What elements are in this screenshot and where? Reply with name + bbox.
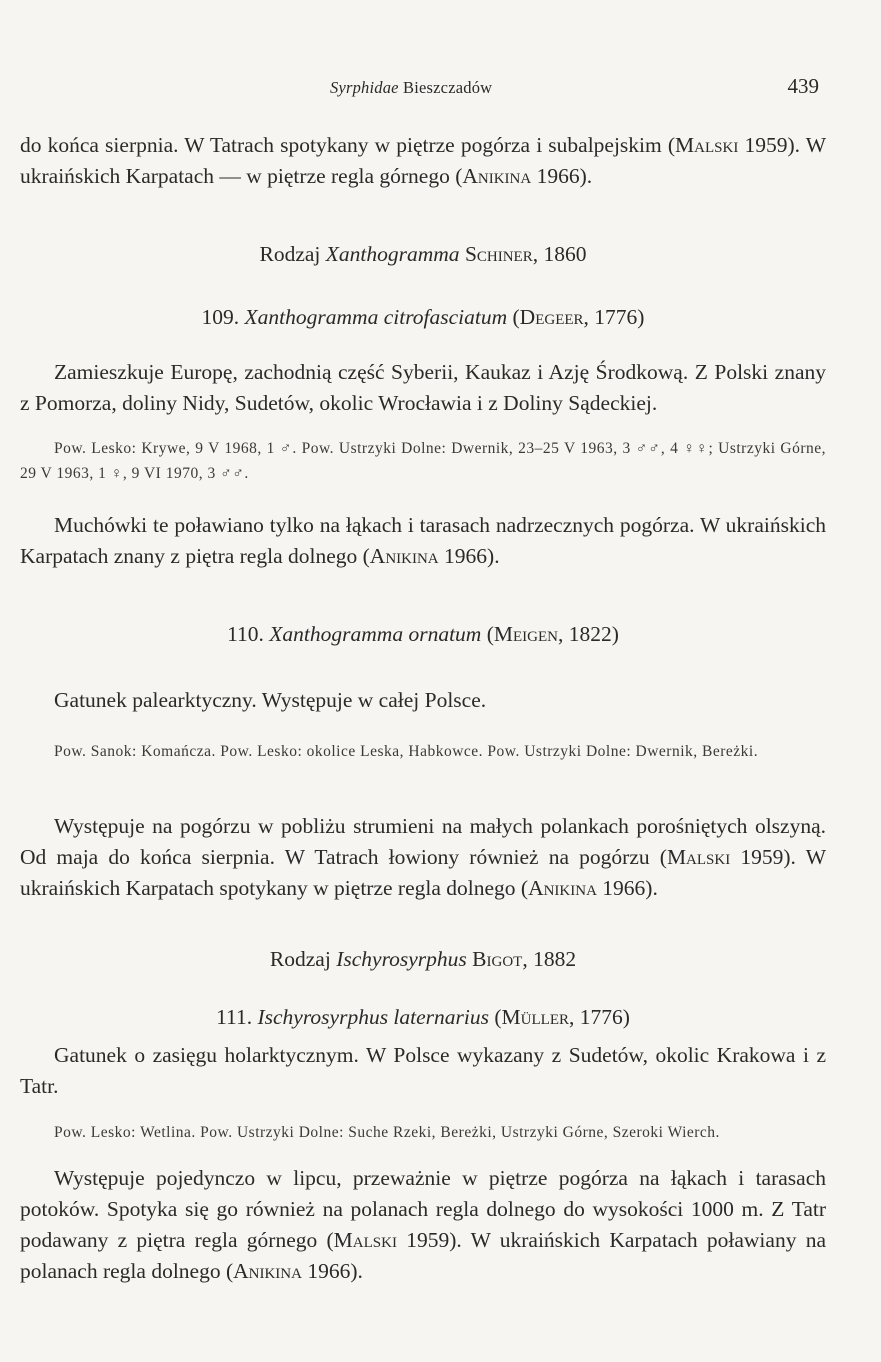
text-run: 1959). W ukraińskich Karpatach spotykany w piętrze regla dolnego ( [20,845,826,900]
species-name: Ischyrosyrphus laternarius [257,1005,489,1029]
genus-author: Bigot [472,947,523,971]
running-head [330,78,492,98]
running-head-region: Bieszczadów [398,78,493,97]
cited-author: Anikina [233,1259,302,1283]
cited-author: Malski [333,1228,397,1252]
species-number: 110. [227,622,270,646]
species-year: , 1822) [557,622,619,646]
species-author: Meigen [493,622,558,646]
distribution-paragraph-110: Gatunek palearktyczny. Występuje w całej Polsce. [54,688,487,712]
records-paragraph-110: Pow. Sanok: Komańcza. Pow. Lesko: okolice Leska, Habkowce. Pow. Ustrzyki Dolne: Dwernik, Bereżki. [54,743,759,760]
cited-author: Anikina [462,164,532,188]
species-name: Xanthogramma ornatum [269,622,482,646]
genus-name: Xanthogramma [325,242,460,266]
text-run: do końca sierpnia. W Tatrach spotykany w piętrze pogórza i subalpejskim ( [20,133,676,157]
paren: ( [489,1005,502,1029]
species-name: Xanthogramma citrofasciatum [244,305,508,329]
genus-heading-ischyrosyrphus [20,944,826,974]
paren: ( [507,305,520,329]
records-paragraph-109: Pow. Lesko: Krywe, 9 V 1968, 1 ♂. Pow. Ustrzyki Dolne: Dwernik, 23–25 V 1963, 3 ♂♂, 4 ♀♀; Ustrzyki Górne, 29 V 1963, 1 ♀, 9 VI 1970, 3 ♂♂. [20,440,826,482]
genus-year: , 1882 [522,947,577,971]
notes-paragraph-110 [20,811,826,904]
genus-year: , 1860 [532,242,587,266]
text-run: 1966). [596,876,658,900]
text-run: 1966). [438,544,500,568]
text-run: 1966). [301,1259,363,1283]
running-head-family: Syrphidae [330,78,399,97]
genus-prefix: Rodzaj [269,947,337,971]
text-run: 1959). W ukraińskich Karpatach poławiany na polanach regla dolnego ( [20,1228,826,1283]
text-run: 1966). [531,164,593,188]
text-run: 1959). W ukraińskich Karpatach — w piętrze regla górnego ( [20,133,826,188]
page-number: 439 [787,74,819,98]
species-heading-110 [20,619,826,649]
cited-author: Malski [666,845,731,869]
text-run: Występuje na pogórzu w pobliżu strumieni na małych polankach porośniętych olszyną. Od maja do końca sierpnia. W Tatrach łowiony również na pogórzu ( [20,814,826,869]
genus-prefix: Rodzaj [259,242,326,266]
paren: ( [481,622,494,646]
species-number: 111. [216,1005,258,1029]
distribution-paragraph-111: Gatunek o zasięgu holarktycznym. W Polsce wykazany z Sudetów, okolic Krakowa i z Tatr. [20,1043,826,1098]
text-run: Występuje pojedynczo w lipcu, przeważnie w piętrze pogórza na łąkach i tarasach potoków. Spotyka się go również na polanach regla dolnego do wysokości 1000 m. Z Tatr podawany z piętra regla górnego ( [20,1166,826,1252]
species-number: 109. [201,305,245,329]
species-author: Degeer [519,305,584,329]
intro-paragraph [20,130,826,192]
cited-author: Anikina [369,544,439,568]
cited-author: Anikina [528,876,597,900]
species-heading-111 [20,1002,826,1032]
text-run: Muchówki te poławiano tylko na łąkach i tarasach nadrzecznych pogórza. W ukraińskich Karpatach znany z piętra regla dolnego ( [20,513,826,568]
distribution-paragraph-109: Zamieszkuje Europę, zachodnią część Syberii, Kaukaz i Azję Środkową. Z Polski znany z Pomorza, doliny Nidy, Sudetów, okolic Wrocławia i z Doliny Sądeckiej. [20,360,826,415]
notes-paragraph-111 [20,1163,826,1287]
notes-paragraph-109 [20,510,826,572]
genus-author: Schiner [464,242,533,266]
genus-heading-xanthogramma [20,239,826,269]
cited-author: Malski [675,133,739,157]
records-paragraph-111: Pow. Lesko: Wetlina. Pow. Ustrzyki Dolne: Suche Rzeki, Bereżki, Ustrzyki Górne, Szeroki Wierch. [54,1124,720,1141]
species-year: , 1776) [569,1005,630,1029]
species-year: , 1776) [583,305,645,329]
species-heading-109 [20,302,826,332]
page-header [0,72,881,102]
genus-name: Ischyrosyrphus [336,947,467,971]
species-author: Müller [501,1005,569,1029]
